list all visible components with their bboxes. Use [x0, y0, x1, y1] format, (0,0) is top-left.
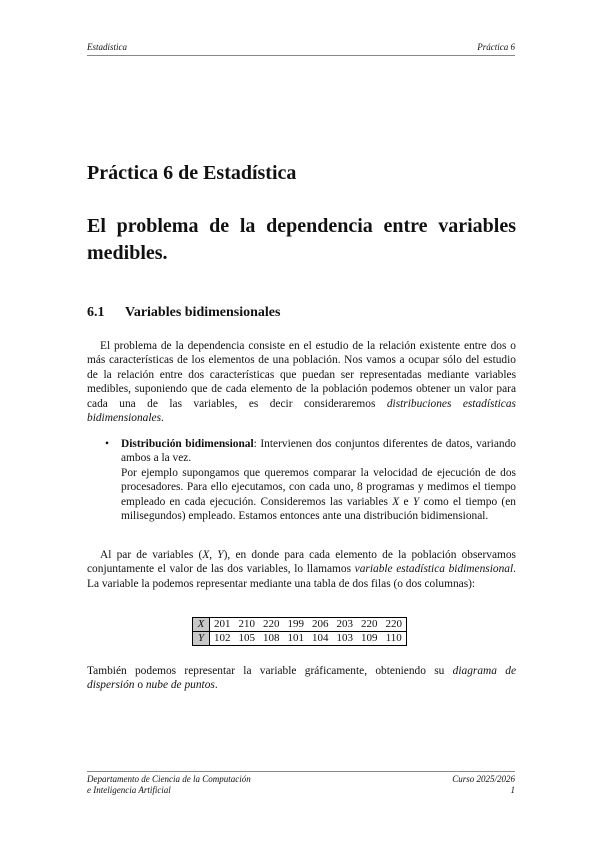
page-number: 1	[510, 785, 515, 795]
section-title: Variables bidimensionales	[125, 305, 281, 320]
table-row-label: X	[193, 618, 210, 632]
table-cell: 108	[259, 632, 284, 646]
closing-emphasis-1: diagrama de dispersión	[87, 665, 516, 692]
data-table	[192, 617, 407, 646]
definition-term: Distribución bidimensional	[121, 438, 254, 450]
closing-part-b: o	[134, 679, 146, 692]
definition-paragraph	[87, 548, 516, 591]
table-cell: 199	[284, 618, 309, 632]
list-item	[87, 437, 516, 523]
def-pair: X, Y	[202, 549, 224, 561]
closing-paragraph	[87, 664, 516, 693]
header-course: Estadística	[87, 42, 127, 52]
table-cell: 203	[333, 618, 358, 632]
def-part-c: . La variable la podemos representar mediante una tabla de dos filas (o dos columnas):	[87, 563, 516, 590]
section-number: 6.1	[87, 305, 105, 320]
closing-part-a: También podemos representar la variable gráficamente, obteniendo su	[87, 665, 453, 677]
intro-emphasis: distribuciones estadísticas bidimensionales	[87, 397, 516, 425]
table-cell: 105	[235, 632, 260, 646]
example-part-a: Por ejemplo supongamos que queremos comparar la velocidad de ejecución de dos procesadores. Para ello ejecutamos, con cada uno, 8 programas y medimos el tiempo empleado en cada ejecución. Consideremos las variables	[121, 466, 516, 508]
def-emphasis: variable estadística bidimensional	[354, 563, 514, 576]
var-x: X	[392, 495, 400, 508]
table-cell: 101	[284, 632, 309, 646]
footer-rule	[87, 771, 515, 772]
footer-academic-year: Curso 2025/2026	[452, 774, 515, 784]
example-and: e	[399, 495, 413, 508]
section-heading	[87, 305, 280, 321]
chapter-subtitle: El problema de la dependencia entre variables medibles.	[87, 215, 516, 264]
table-cell: 110	[382, 632, 407, 646]
table-cell: 102	[210, 632, 235, 646]
table-row	[193, 618, 407, 632]
footer-course-info	[452, 774, 515, 796]
table-row	[193, 632, 407, 646]
running-header	[87, 40, 515, 54]
table-cell: 206	[308, 618, 333, 632]
footer-dept-line2: e Inteligencia Artificial	[87, 785, 171, 795]
def-part-b: ), en donde para cada elemento de la población observamos conjuntamente el valor de las dos variables, lo llamamos	[87, 549, 516, 576]
closing-part-c: .	[214, 679, 218, 692]
table-cell: 210	[235, 618, 260, 632]
example-text	[121, 466, 516, 524]
table-cell: 220	[382, 618, 407, 632]
running-footer	[87, 771, 515, 795]
definition-list	[87, 437, 516, 523]
var-y: Y	[412, 495, 420, 508]
table-row-label: Y	[193, 632, 210, 646]
table-cell: 220	[259, 618, 284, 632]
example-part-b: como el tiempo (en milisegundos) empleado. Estamos entonces ante una distribución bidimensional.	[121, 495, 516, 523]
table-cell: 103	[333, 632, 358, 646]
closing-emphasis-2: nube de puntos	[145, 679, 215, 692]
table-cell: 104	[308, 632, 333, 646]
table-cell: 201	[210, 618, 235, 632]
header-rule	[87, 55, 515, 56]
header-practice: Práctica 6	[477, 42, 515, 52]
intro-end: .	[161, 412, 164, 425]
table-cell: 109	[357, 632, 382, 646]
bullet-icon: •	[105, 438, 109, 450]
chapter-title: Práctica 6 de Estadística	[87, 162, 297, 184]
def-part-a: Al par de variables (	[100, 549, 203, 561]
footer-department	[87, 774, 251, 796]
table-cell: 220	[357, 618, 382, 632]
definition-text: : Intervienen dos conjuntos diferentes de datos, variando ambos a la vez.	[121, 438, 516, 465]
intro-text: El problema de la dependencia consiste en el estudio de la relación existente entre dos o más características de los elementos de una población. Nos vamos a ocupar sólo del estudio de la relación entre dos características que puedan ser representadas mediante variables medibles, suponiendo que de cada elemento de la población podemos obtener un valor para cada una de las variables, es decir consideraremos	[87, 340, 516, 410]
footer-dept-line1: Departamento de Ciencia de la Computación	[87, 774, 251, 784]
intro-paragraph	[87, 339, 516, 425]
